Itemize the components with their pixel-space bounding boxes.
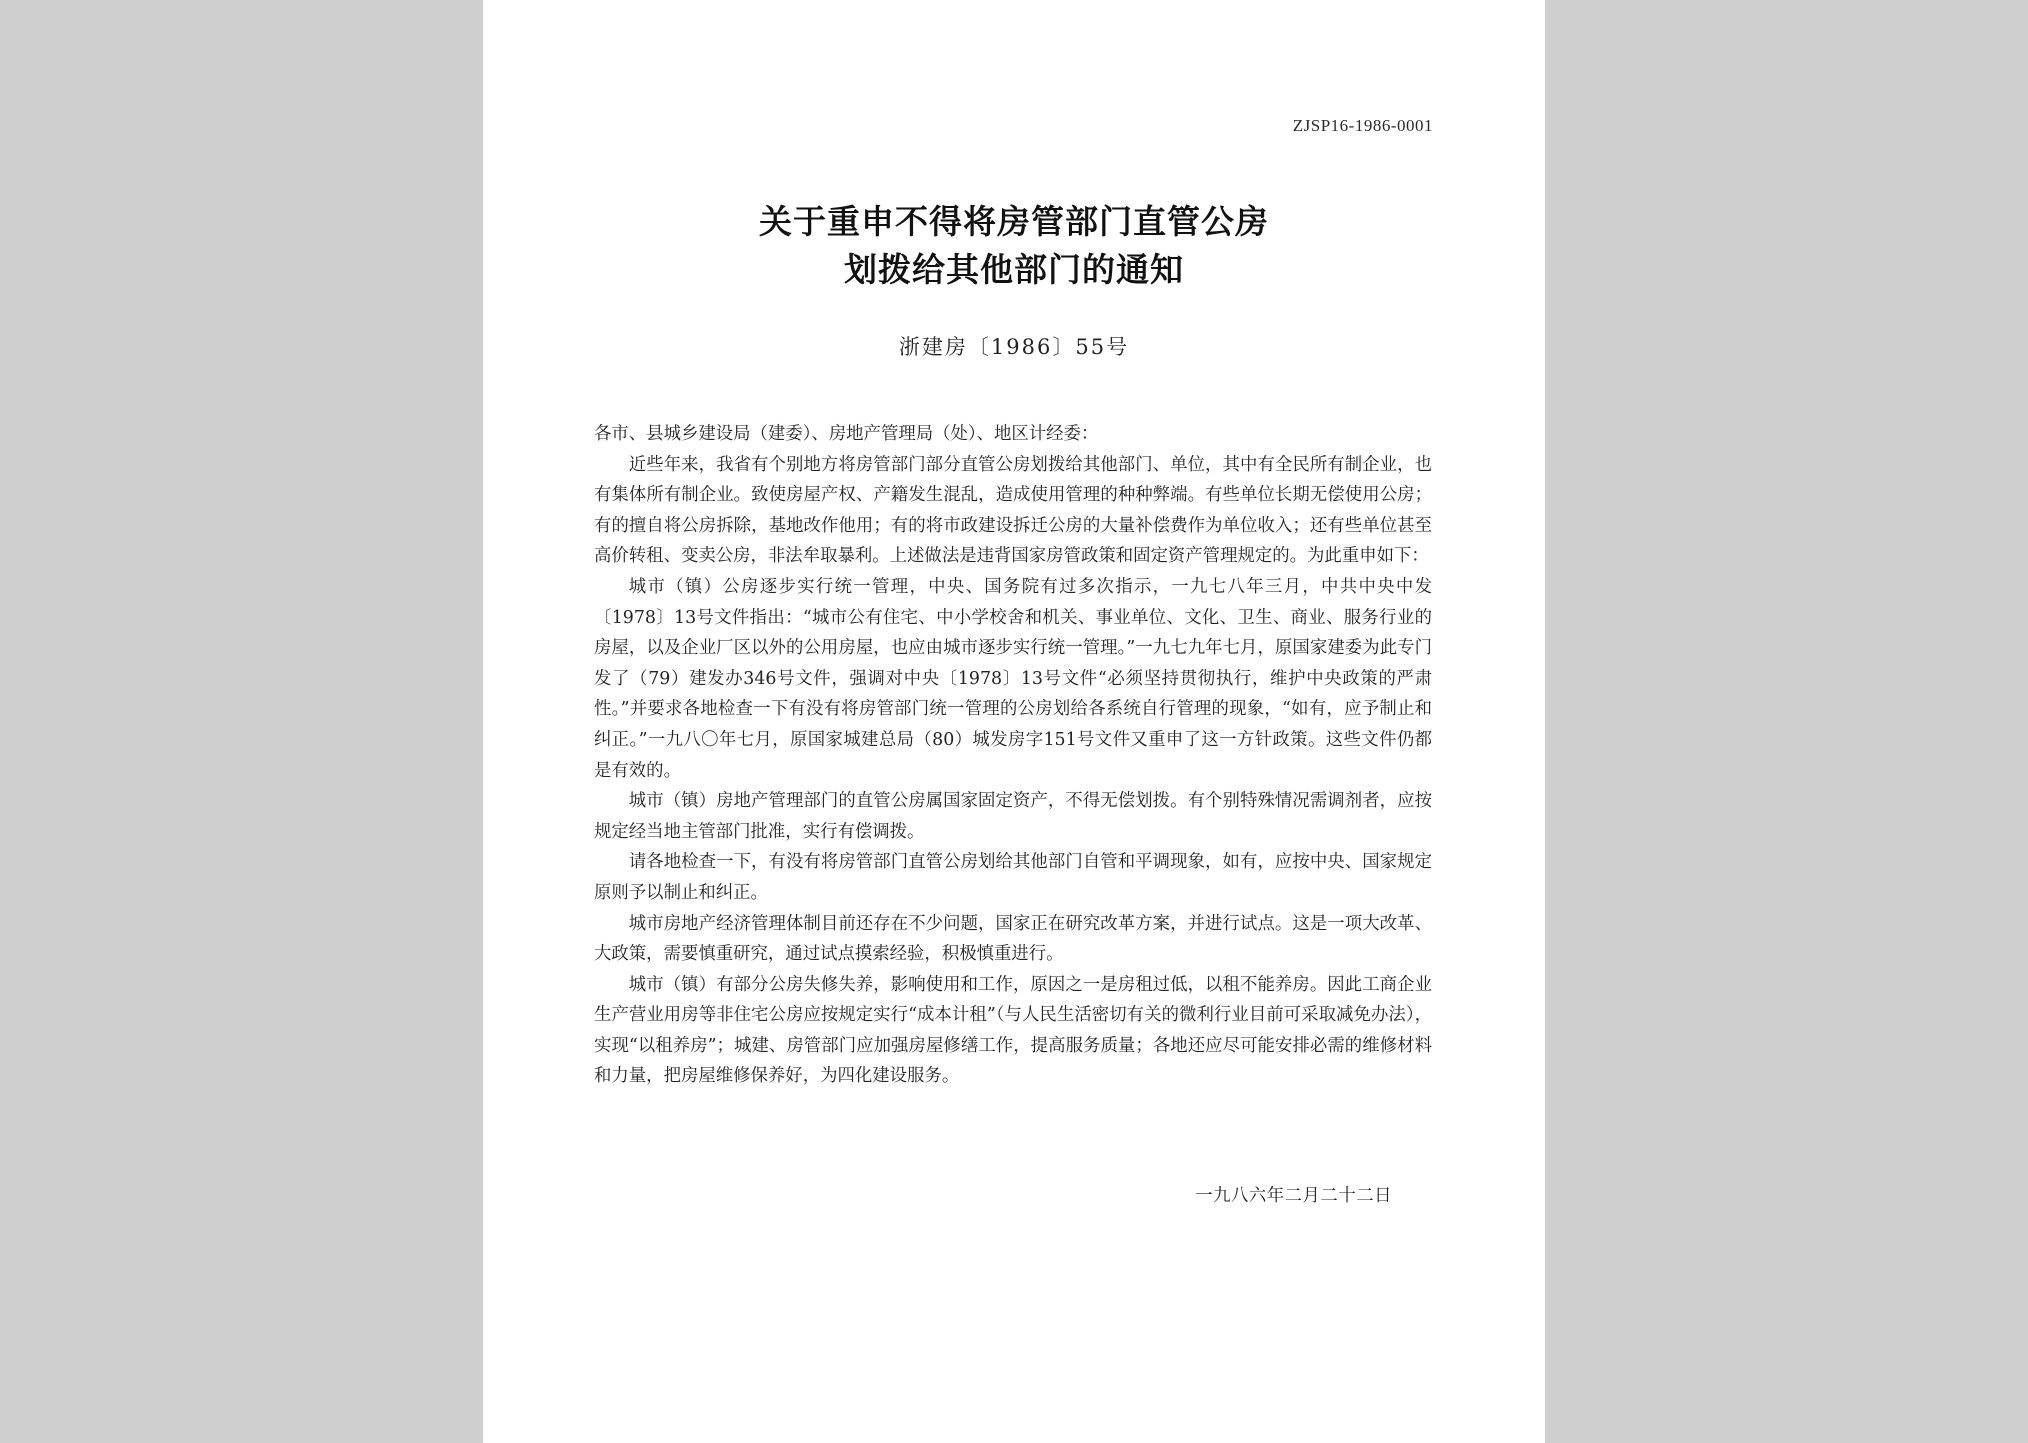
document-date: 一九八六年二月二十二日	[1195, 1186, 1392, 1206]
paragraph: 城市（镇）有部分公房失修失养，影响使用和工作，原因之一是房租过低，以租不能养房。因此工商企业生产营业用房等非住宅公房应按规定实行“成本计租”（与人民生活密切有关的微利行业目前可采取减免办法），实现“以租养房”；城建、房管部门应加强房屋修缮工作，提高服务质量；各地还应尽可能安排必需的维修材料和力量，把房屋维修保养好，为四化建设服务。	[594, 974, 1432, 1087]
paragraph: 城市（镇）公房逐步实行统一管理，中央、国务院有过多次指示，一九七八年三月，中共中央中发〔1978〕13号文件指出：“城市公有住宅、中小学校舍和机关、事业单位、文化、卫生、商业、服务行业的房屋，以及企业厂区以外的公用房屋，也应由城市逐步实行统一管理。”一九七九年七月，原国家建委为此专门发了（79）建发办346号文件，强调对中央〔1978〕13号文件“必须坚持贯彻执行，维护中央政策的严肃性。”并要求各地检查一下有没有将房管部门统一管理的公房划给各系统自行管理的现象，“如有，应予制止和纠正。”一九八〇年七月，原国家城建总局（80）城发房字151号文件又重申了这一方针政策。这些文件仍都是有效的。	[594, 576, 1432, 781]
title-line-1: 关于重申不得将房管部门直管公房	[759, 202, 1269, 241]
document-number: 浙建房〔1986〕55号	[898, 335, 1130, 359]
document-body	[594, 419, 1432, 1092]
paragraph: 城市房地产经济管理体制目前还存在不少问题，国家正在研究改革方案，并进行试点。这是一项大改革、大政策，需要慎重研究，通过试点摸索经验，积极慎重进行。	[594, 913, 1432, 965]
recipients-line: 各市、县城乡建设局（建委）、房地产管理局（处）、地区计经委：	[594, 424, 1099, 444]
paragraph: 请各地检查一下，有没有将房管部门直管公房划给其他部门自管和平调现象，如有，应按中央、国家规定原则予以制止和纠正。	[594, 852, 1432, 903]
document-page	[483, 0, 1545, 1443]
paragraph: 近些年来，我省有个别地方将房管部门部分直管公房划拨给其他部门、单位，其中有全民所有制企业，也有集体所有制企业。致使房屋产权、产籍发生混乱，造成使用管理的种种弊端。有些单位长期无偿使用公房；有的擅自将公房拆除，基地改作他用；有的将市政建设拆迁公房的大量补偿费作为单位收入；还有些单位甚至高价转租、变卖公房，非法牟取暴利。上述做法是违背国家房管政策和固定资产管理规定的。为此重申如下：	[594, 454, 1432, 567]
document-title	[483, 198, 1545, 294]
document-code: ZJSP16-1986-0001	[1292, 116, 1433, 135]
paragraph: 城市（镇）房地产管理部门的直管公房属国家固定资产，不得无偿划拨。有个别特殊情况需调剂者，应按规定经当地主管部门批准，实行有偿调拨。	[594, 791, 1432, 842]
title-line-2: 划拨给其他部门的通知	[844, 250, 1184, 289]
